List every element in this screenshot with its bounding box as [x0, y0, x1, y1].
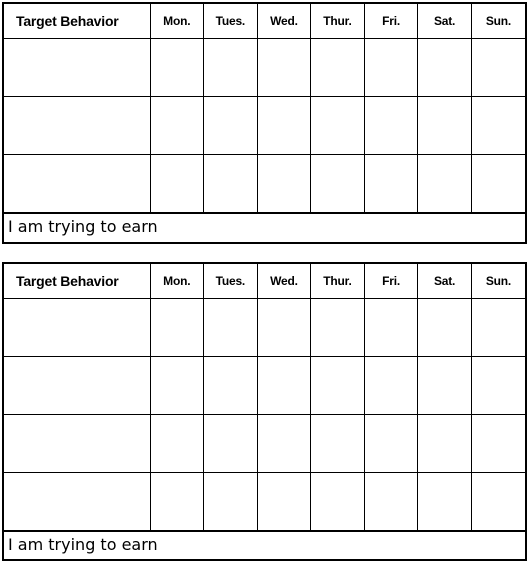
- day-cell[interactable]: [150, 357, 204, 415]
- day-header-fri: Fri.: [364, 264, 418, 299]
- day-cell[interactable]: [257, 357, 311, 415]
- behavior-cell[interactable]: [4, 299, 150, 357]
- day-cell[interactable]: [418, 97, 472, 155]
- day-header-mon: Mon.: [150, 264, 204, 299]
- day-cell[interactable]: [204, 39, 258, 97]
- day-cell[interactable]: [150, 473, 204, 531]
- behavior-table: [4, 264, 525, 531]
- header-row: [4, 264, 525, 299]
- behavior-chart-1: [2, 2, 527, 244]
- day-cell[interactable]: [257, 155, 311, 213]
- day-header-tue: Tues.: [204, 4, 258, 39]
- day-header-fri: Fri.: [364, 4, 418, 39]
- day-header-wed: Wed.: [257, 264, 311, 299]
- day-cell[interactable]: [257, 39, 311, 97]
- day-cell[interactable]: [257, 97, 311, 155]
- day-cell[interactable]: [471, 415, 525, 473]
- target-behavior-header: Target Behavior: [4, 4, 150, 39]
- behavior-cell[interactable]: [4, 155, 150, 213]
- behavior-cell[interactable]: [4, 473, 150, 531]
- table-row: [4, 39, 525, 97]
- day-cell[interactable]: [311, 97, 365, 155]
- day-header-sun: Sun.: [471, 264, 525, 299]
- day-header-sat: Sat.: [418, 4, 472, 39]
- day-header-tue: Tues.: [204, 264, 258, 299]
- reward-line: I am trying to earn: [4, 531, 525, 561]
- day-cell[interactable]: [150, 39, 204, 97]
- day-cell[interactable]: [418, 357, 472, 415]
- day-cell[interactable]: [257, 299, 311, 357]
- day-cell[interactable]: [257, 415, 311, 473]
- day-header-thu: Thur.: [311, 4, 365, 39]
- day-cell[interactable]: [204, 299, 258, 357]
- behavior-cell[interactable]: [4, 357, 150, 415]
- day-cell[interactable]: [204, 473, 258, 531]
- table-row: [4, 155, 525, 213]
- header-row: [4, 4, 525, 39]
- day-cell[interactable]: [471, 39, 525, 97]
- day-cell[interactable]: [311, 155, 365, 213]
- day-cell[interactable]: [311, 299, 365, 357]
- day-cell[interactable]: [311, 357, 365, 415]
- day-cell[interactable]: [311, 415, 365, 473]
- day-header-wed: Wed.: [257, 4, 311, 39]
- day-cell[interactable]: [418, 415, 472, 473]
- day-header-mon: Mon.: [150, 4, 204, 39]
- table-row: [4, 473, 525, 531]
- day-cell[interactable]: [150, 299, 204, 357]
- day-cell[interactable]: [364, 39, 418, 97]
- day-cell[interactable]: [204, 415, 258, 473]
- day-header-sun: Sun.: [471, 4, 525, 39]
- day-cell[interactable]: [418, 473, 472, 531]
- day-cell[interactable]: [257, 473, 311, 531]
- day-cell[interactable]: [471, 299, 525, 357]
- table-row: [4, 299, 525, 357]
- reward-line: I am trying to earn: [4, 213, 525, 243]
- day-cell[interactable]: [311, 39, 365, 97]
- day-header-thu: Thur.: [311, 264, 365, 299]
- day-cell[interactable]: [418, 39, 472, 97]
- table-row: [4, 97, 525, 155]
- day-cell[interactable]: [418, 299, 472, 357]
- day-cell[interactable]: [471, 155, 525, 213]
- table-row: [4, 357, 525, 415]
- day-cell[interactable]: [204, 357, 258, 415]
- day-cell[interactable]: [204, 97, 258, 155]
- day-cell[interactable]: [150, 97, 204, 155]
- day-cell[interactable]: [471, 473, 525, 531]
- behavior-cell[interactable]: [4, 39, 150, 97]
- day-cell[interactable]: [364, 155, 418, 213]
- day-cell[interactable]: [364, 357, 418, 415]
- day-cell[interactable]: [311, 473, 365, 531]
- day-cell[interactable]: [204, 155, 258, 213]
- day-cell[interactable]: [471, 357, 525, 415]
- day-cell[interactable]: [418, 155, 472, 213]
- day-cell[interactable]: [150, 415, 204, 473]
- behavior-table: [4, 4, 525, 213]
- day-cell[interactable]: [364, 415, 418, 473]
- day-header-sat: Sat.: [418, 264, 472, 299]
- day-cell[interactable]: [471, 97, 525, 155]
- behavior-cell[interactable]: [4, 415, 150, 473]
- day-cell[interactable]: [364, 299, 418, 357]
- target-behavior-header: Target Behavior: [4, 264, 150, 299]
- day-cell[interactable]: [150, 155, 204, 213]
- table-row: [4, 415, 525, 473]
- behavior-chart-2: [2, 262, 527, 561]
- day-cell[interactable]: [364, 473, 418, 531]
- day-cell[interactable]: [364, 97, 418, 155]
- behavior-cell[interactable]: [4, 97, 150, 155]
